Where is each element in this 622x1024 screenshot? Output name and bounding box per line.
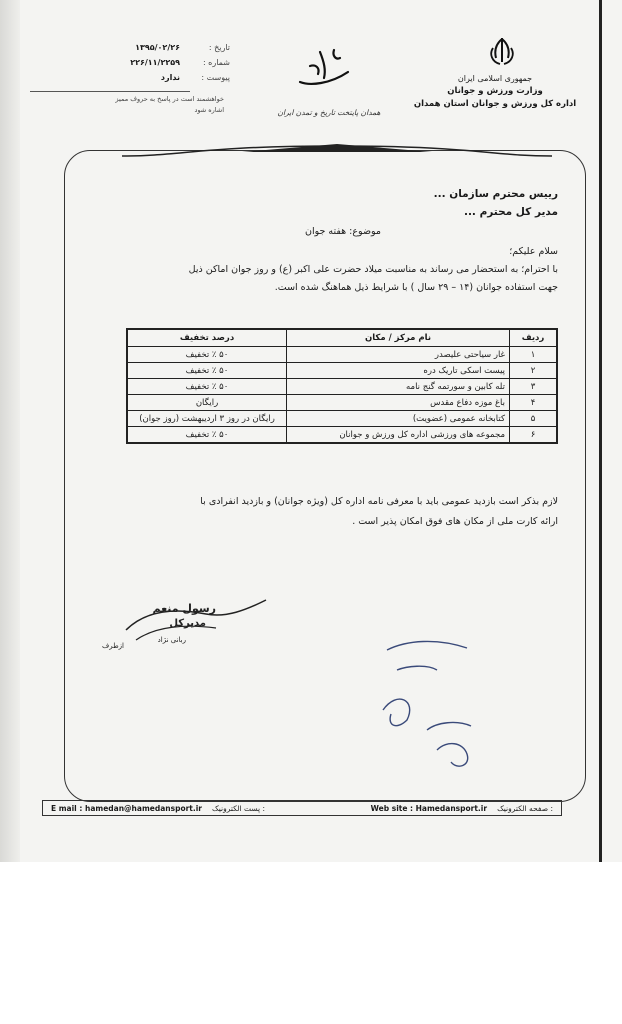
closing-line-2: ارائه کارت ملی از مکان های فوق امکان پذیر است . <box>352 516 558 527</box>
cell-index: ۶ <box>510 427 558 444</box>
closing-text <box>128 492 558 532</box>
date-value: ۱۳۹۵/۰۲/۲۶ <box>135 43 180 52</box>
footer-email-label: پست الکترونیک : <box>212 803 266 813</box>
cell-place: باغ موزه دفاع مقدس <box>287 395 510 411</box>
letter-page <box>22 0 598 862</box>
date-label: تاریخ : <box>208 43 230 52</box>
letter-subject: موضوع: هفته جوان <box>304 226 382 237</box>
cell-discount: ۵۰ ٪ تخفیف <box>127 363 287 379</box>
body-line-1: با احترام؛ به استحضار می رساند به مناسبت میلاد حضرت علی اکبر (ع) و روز جوان اماکن ذیل <box>188 264 558 275</box>
cell-index: ۲ <box>510 363 558 379</box>
ministry-name: وزارت ورزش و جوانان <box>447 86 543 96</box>
cell-index: ۳ <box>510 379 558 395</box>
addressee-2: مدیر کل محترم ... <box>463 206 558 218</box>
table-row <box>127 395 557 411</box>
page-edge-right <box>599 0 602 862</box>
letter-body <box>128 185 558 297</box>
table-row <box>127 379 557 395</box>
reply-note-line1: خواهشمند است در پاسخ به حروف ممیز <box>115 95 224 103</box>
meta-divider <box>30 91 190 92</box>
cell-place: مجموعه های ورزشی اداره کل ورزش و جوانان <box>287 427 510 444</box>
table-row <box>127 363 557 379</box>
signature-from: ازطرف <box>101 642 124 650</box>
table-row <box>127 347 557 363</box>
greeting: سلام علیکم؛ <box>509 246 558 257</box>
addressee-1: رییس محترم سازمان ... <box>433 188 558 200</box>
cell-discount: ۵۰ ٪ تخفیف <box>127 379 287 395</box>
attachment-value: ندارد <box>160 73 180 82</box>
col-header-discount: درصد تخفیف <box>127 329 287 347</box>
table-row <box>127 411 557 427</box>
iran-emblem-icon <box>484 36 520 70</box>
footer-email: E mail : hamedan@hamedansport.ir <box>51 803 203 813</box>
letter-meta <box>30 40 230 116</box>
attachment-label: پیوست : <box>201 73 230 82</box>
number-value: ۲۲۶/۱۱/۲۲۵۹ <box>130 58 180 67</box>
col-header-place: نام مرکز / مکان <box>287 329 510 347</box>
cell-place: غار سیاحتی علیصدر <box>287 347 510 363</box>
cell-discount: ۵۰ ٪ تخفیف <box>127 347 287 363</box>
signature-title: مدیرکل <box>169 618 206 629</box>
reply-note-line2: اشاره شود <box>194 106 224 114</box>
table-row <box>127 427 557 444</box>
footer-website-label: صفحه الکترونیک : <box>497 803 553 813</box>
cell-discount: رایگان در روز ۳ اردیبهشت (روز جوان) <box>127 411 287 427</box>
cell-index: ۱ <box>510 347 558 363</box>
signature-name: رسول منعم <box>152 602 216 615</box>
signature-sub: ربانی نژاد <box>157 636 186 644</box>
footer-website: Web site : Hamedansport.ir <box>370 803 488 813</box>
cell-place: کتابخانه عمومی (عضویت) <box>287 411 510 427</box>
number-label: شماره : <box>202 58 230 67</box>
calligraphy-seal-icon <box>290 42 360 92</box>
closing-line-1: لازم بذکر است بازدید عمومی باید با معرفی نامه اداره کل (ویژه جوانان) و بازدید انفرادی با <box>200 496 558 507</box>
city-motto: همدان پایتخت تاریخ و تمدن ایران <box>277 108 381 117</box>
table-header-row <box>127 329 557 347</box>
page-edge-left <box>0 0 20 862</box>
cell-place: تله کابین و سورتمه گنج نامه <box>287 379 510 395</box>
col-header-row-number: ردیف <box>510 329 558 347</box>
letterhead-org <box>400 72 590 111</box>
cell-index: ۴ <box>510 395 558 411</box>
cell-place: پیست اسکی تاریک دره <box>287 363 510 379</box>
handwritten-note-icon <box>367 630 487 780</box>
discount-table <box>126 328 558 444</box>
office-name: اداره کل ورزش و جوانان استان همدان <box>413 99 577 109</box>
cell-discount: ۵۰ ٪ تخفیف <box>127 427 287 444</box>
cell-index: ۵ <box>510 411 558 427</box>
cell-discount: رایگان <box>127 395 287 411</box>
signature-icon <box>101 590 276 660</box>
country-name: جمهوری اسلامی ایران <box>457 74 533 83</box>
letter-footer <box>42 800 562 816</box>
body-line-2: جهت استفاده جوانان (۱۴ – ۲۹ سال ) با شرایط ذیل هماهنگ شده است. <box>274 282 558 293</box>
decorative-banner-icon <box>122 140 552 162</box>
